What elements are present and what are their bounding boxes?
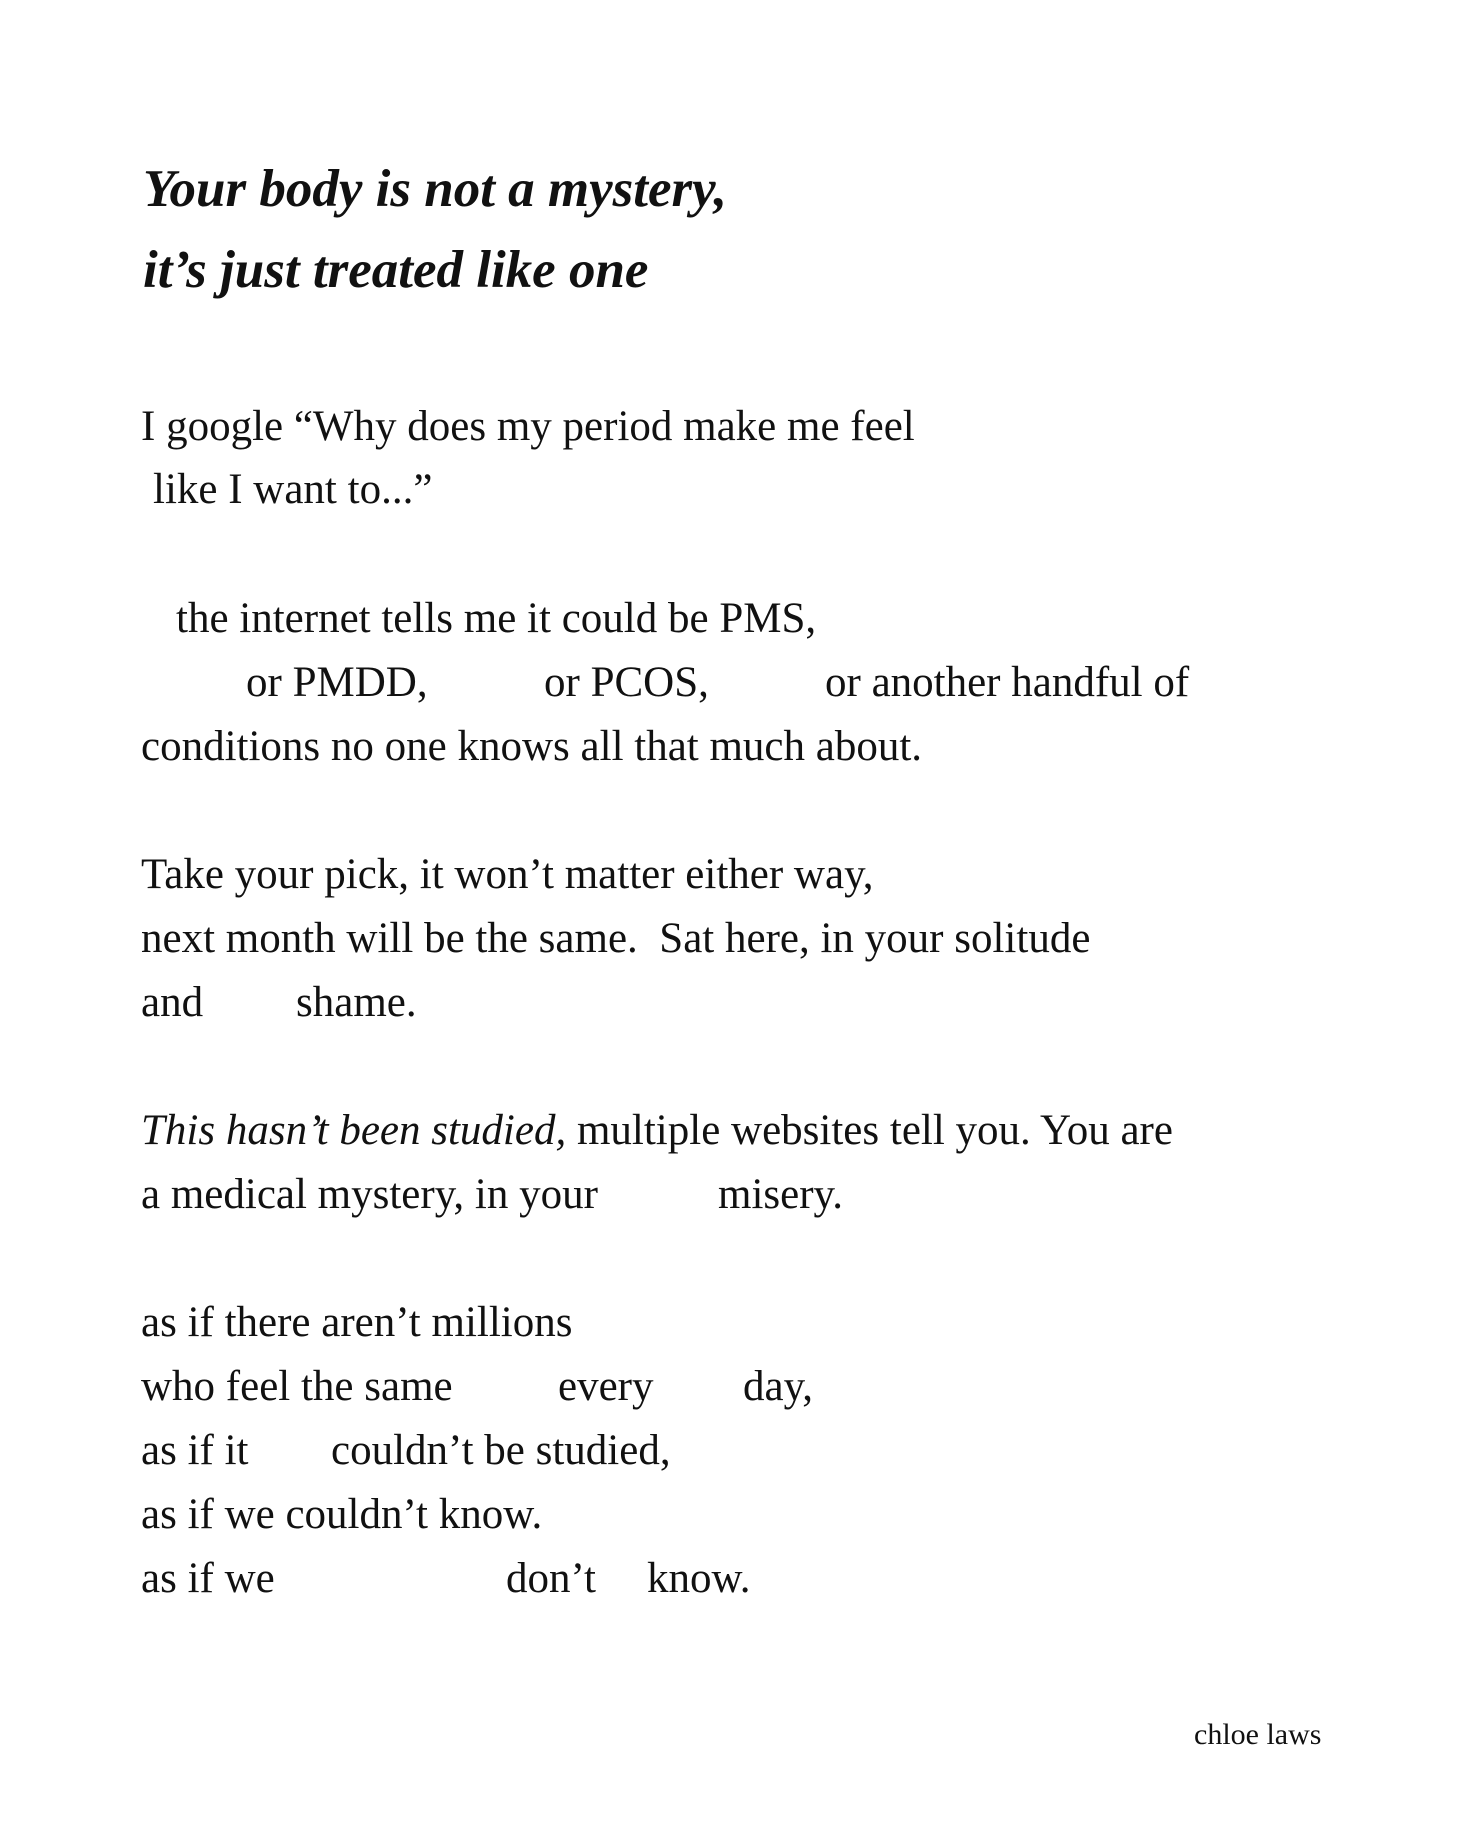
stanza-5-line-2-part-1: who feel the same: [141, 1363, 453, 1410]
stanza-2-line-2-part-2: or PCOS,: [544, 659, 709, 706]
stanza-4-line-2-part-1: a medical mystery, in your: [141, 1171, 598, 1218]
stanza-5-line-3: [0, 1429, 1470, 1479]
stanza-4-line-1: [141, 1109, 1173, 1152]
stanza-5-line-2: [0, 1365, 1470, 1415]
stanza-2-line-2: [0, 661, 1470, 711]
stanza-5-line-5-part-2: don’t: [506, 1555, 596, 1602]
stanza-5-line-4: as if we couldn’t know.: [141, 1491, 543, 1538]
stanza-2-line-3: conditions no one knows all that much about.: [141, 723, 923, 770]
stanza-4-italic-phrase: This hasn’t been studied,: [141, 1107, 567, 1154]
title-line-2: it’s just treated like one: [143, 241, 649, 299]
stanza-1-line-2: like I want to...”: [153, 466, 433, 513]
stanza-5-line-2-part-2: every: [558, 1363, 654, 1410]
stanza-5-line-5-part-3: know.: [647, 1555, 751, 1602]
stanza-3-line-1: Take your pick, it won’t matter either way,: [141, 851, 874, 898]
stanza-4-line-2: [0, 1173, 1470, 1223]
stanza-5-line-2-part-3: day,: [743, 1363, 814, 1410]
stanza-2-line-1: the internet tells me it could be PMS,: [176, 595, 817, 642]
stanza-5-line-3-part-1: as if it: [141, 1427, 249, 1474]
author-signature: chloe laws: [1194, 1718, 1322, 1751]
stanza-4-line-1-rest: multiple websites tell you. You are: [576, 1107, 1173, 1154]
stanza-2-line-2-part-3: or another handful of: [825, 659, 1190, 706]
stanza-3-line-3-part-1: and: [141, 979, 204, 1026]
stanza-5-line-3-part-2: couldn’t be studied,: [331, 1427, 671, 1474]
stanza-5-line-5: [0, 1557, 1470, 1607]
stanza-3-line-3: [0, 981, 1470, 1031]
stanza-2-line-2-part-1: or PMDD,: [246, 659, 428, 706]
stanza-5-line-5-part-1: as if we: [141, 1555, 275, 1602]
stanza-3-line-2: next month will be the same. Sat here, in your solitude: [141, 915, 1091, 962]
title-line-1: Your body is not a mystery,: [143, 160, 727, 218]
stanza-5-line-1: as if there aren’t millions: [141, 1299, 573, 1346]
stanza-3-line-3-part-2: shame.: [296, 979, 417, 1026]
stanza-4-line-2-part-2: misery.: [718, 1171, 843, 1218]
stanza-1-line-1: I google “Why does my period make me feel: [141, 403, 915, 450]
